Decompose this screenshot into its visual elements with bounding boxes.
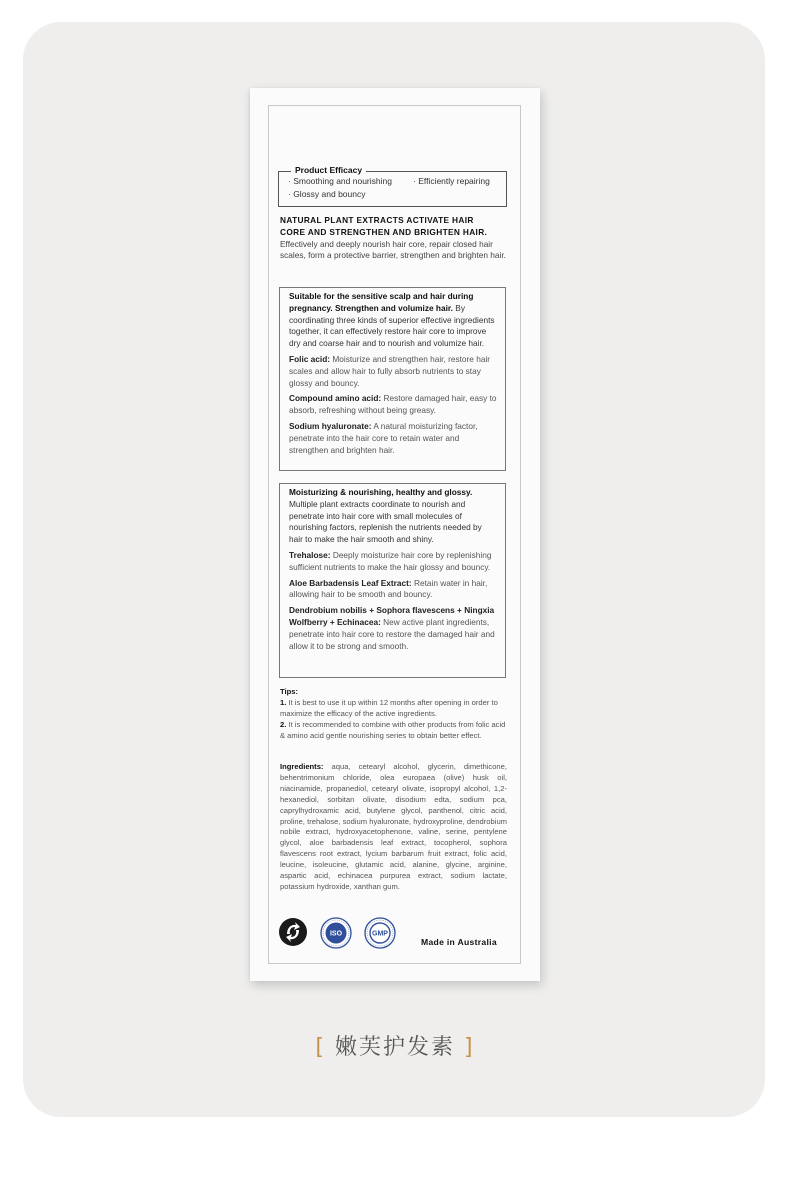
made-in-label: Made in Australia: [421, 937, 497, 947]
recycle-icon: [278, 917, 308, 947]
efficacy-item-smoothing: · Smoothing and nourishing: [288, 176, 392, 186]
headline-line-1: NATURAL PLANT EXTRACTS ACTIVATE HAIR: [280, 215, 474, 225]
ingredient-folic-acid: Folic acid: Moisturize and strengthen hair, restore hair scales and allow hair to fully absorb nutrients to stay glossy and bouncy.: [289, 353, 491, 388]
efficacy-item-glossy: · Glossy and bouncy: [288, 189, 366, 199]
ingredient-aloe: Aloe Barbadensis Leaf Extract: Retain water in hair, allowing hair to be smooth and bouncy.: [289, 577, 488, 600]
ingredient-sodium-hyaluronate: Sodium hyaluronate: A natural moisturizing factor, penetrate into the hair core to retain water and strengthen and brighten hair.: [289, 420, 478, 455]
panel1-heading: Suitable for the sensitive scalp and hair during pregnancy. Strengthen and volumize hair.: [289, 291, 474, 313]
ingredients-list: [280, 762, 507, 893]
ingredient-trehalose: Trehalose: Deeply moisturize hair core by replenishing sufficient nutrients to make the hair glossy and bouncy.: [289, 549, 492, 572]
product-caption: [0, 1030, 790, 1061]
efficacy-title: Product Efficacy: [291, 165, 366, 175]
ingredients-text: aqua, cetearyl alcohol, glycerin, dimethicone, behentrimonium chloride, olea europaea (olive) husk oil, niacinamide, propanediol, cetearyl olivate, isopropyl alcohol, 1,2-hexanediol, sorbitan olivate, disodium edta, sodium pca, caprylhydroxamic acid, butylene glycol, panthenol, citric acid, proline, trehalose, sodium hyaluronate, hydroxyproline, dendrobium nobile extract, hydroxyacetophenone, valine, serine, pentylene glycol, aloe barbadensis leaf extract, tocopherol, sophora flavescens root extract, lycium barbarum fruit extract, folic acid, leucine, isoleucine, glutamic acid, alanine, glycine, arginine, aspartic acid, echinacea purpurea extract, sodium lactate, potassium hydroxide, xanthan gum.: [280, 762, 507, 891]
caption-bracket-close: ]: [464, 1035, 475, 1060]
tips-label: Tips:: [280, 687, 299, 696]
caption-bracket-open: [: [315, 1035, 326, 1060]
headline-body: Effectively and deeply nourish hair core, repair closed hair scales, form a protective barrier, strengthen and brighten hair.: [280, 238, 506, 261]
sensitive-scalp-panel: [279, 287, 506, 471]
panel2-heading: Moisturizing & nourishing, healthy and glossy.: [289, 487, 473, 497]
ingredients-label: Ingredients:: [280, 762, 324, 771]
gmp-label: GMP: [372, 930, 388, 938]
panel1-intro: By coordinating three kinds of superior effective ingredients together, it can effectively restore hair core to improve dry and coarse hair and to nourish and volumize hair.: [289, 302, 495, 349]
headline-line-2: CORE AND STRENGTHEN AND BRIGHTEN HAIR.: [280, 226, 488, 237]
product-box: [250, 88, 540, 981]
ingredient-plant-blend: Dendrobium nobilis + Sophora flavescens + Ningxia Wolfberry + Echinacea: New active plant ingredients, penetrate into hair core to restore the damaged hair and allow it to be strong and smooth.: [289, 605, 495, 651]
caption-text: 嫩芙护发素: [326, 1035, 464, 1060]
product-efficacy-box: [278, 165, 507, 207]
gmp-certified-icon: [364, 917, 396, 949]
tips-section: [280, 686, 507, 741]
iso-certified-icon: [320, 917, 352, 949]
panel2-intro: Multiple plant extracts coordinate to nourish and penetrate into hair core with small molecules of nourishing factors, replenish the nutrients needed by hair to make the hair smooth and shiny.: [289, 498, 482, 545]
moisturizing-panel: [279, 483, 506, 678]
tip-1: 1. It is best to use it up within 12 months after opening in order to maximize the efficacy of the active ingredients.: [280, 698, 498, 718]
headline-section: [280, 215, 507, 262]
ingredient-compound-amino-acid: Compound amino acid: Restore damaged hair, easy to absorb, refreshing without being greasy.: [289, 393, 497, 416]
iso-label: ISO: [329, 930, 343, 938]
efficacy-item-repairing: · Efficiently repairing: [413, 176, 490, 186]
tip-2: 2. It is recommended to combine with other products from folic acid & amino acid gentle nourishing series to obtain better effect.: [280, 720, 506, 740]
